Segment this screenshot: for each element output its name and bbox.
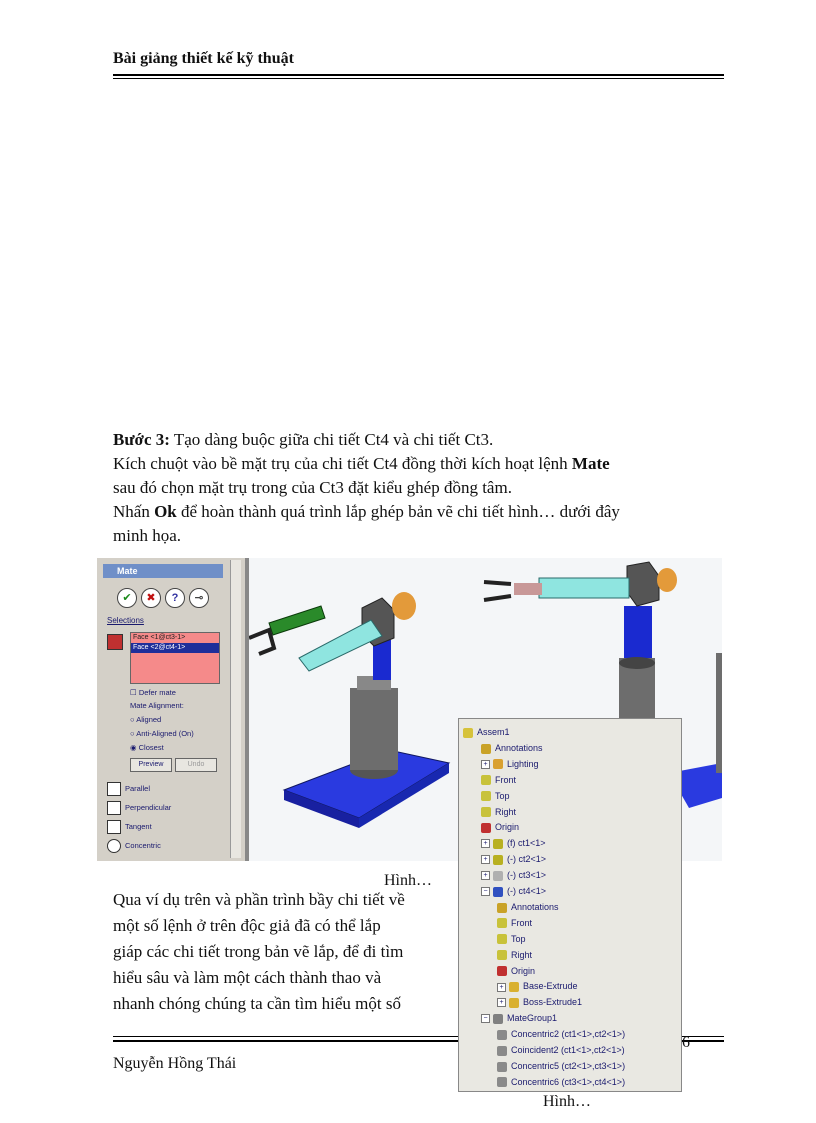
tree-node-icon	[481, 744, 491, 754]
tree-node-label: Concentric2 (ct1<1>,ct2<1>)	[511, 1029, 626, 1040]
tree-node[interactable]	[481, 773, 516, 787]
step-text: Tạo dàng buộc giữa chi tiết Ct4 và chi tiết Ct3.	[169, 430, 494, 449]
tree-node-icon	[493, 887, 503, 897]
tree-node-icon	[497, 903, 507, 913]
step-label: Bước 3:	[113, 430, 170, 449]
panel-scrollbar[interactable]	[230, 560, 241, 858]
step-line-1	[113, 428, 723, 452]
body-line: Qua ví dụ trên và phần trình bầy chi tiết về	[113, 890, 405, 909]
cancel-x-icon[interactable]: ✖	[141, 588, 161, 608]
tree-node-label: (-) ct4<1>	[507, 886, 547, 896]
tree-node-label: (-) ct3<1>	[507, 870, 547, 881]
body-line: hiểu sâu và làm một cách thành thao và	[113, 968, 382, 987]
selections-list[interactable]	[130, 632, 220, 684]
step-line-3: sau đó chọn mặt trụ trong của Ct3 đặt kiểu ghép đồng tâm.	[113, 478, 512, 497]
tree-node-icon	[497, 966, 507, 976]
ok-command: Ok	[154, 502, 177, 521]
tree-node[interactable]	[481, 1011, 557, 1025]
body-line: một số lệnh ở trên độc giả đã có thể lắp	[113, 916, 381, 935]
tree-node-label: Origin	[495, 822, 520, 833]
tangent-icon	[107, 820, 121, 834]
tree-node[interactable]	[481, 757, 539, 771]
tree-node-icon	[497, 934, 507, 944]
perpendicular-icon	[107, 801, 121, 815]
selections-label: Selections	[107, 616, 144, 625]
mate-type-concentric[interactable]	[107, 839, 161, 853]
selection-icon	[107, 634, 123, 650]
tree-node-icon	[497, 950, 507, 960]
step-line-2-text: Kích chuột vào bề mặt trụ của chi tiết Ct4 đồng thời kích hoạt lệnh	[113, 454, 572, 473]
mate-type-label: Concentric	[125, 840, 161, 850]
tree-node-label: Front	[511, 917, 533, 928]
tree-node-label: Concentric5 (ct2<1>,ct3<1>)	[511, 1060, 626, 1071]
tree-node-icon	[481, 791, 491, 801]
tree-node[interactable]	[497, 964, 535, 978]
tree-node[interactable]	[497, 948, 532, 962]
tree-node-label: Right	[511, 949, 533, 960]
header-rule-thin	[113, 78, 724, 79]
tree-node[interactable]	[481, 852, 546, 866]
tree-node-label: Concentric6 (ct3<1>,ct4<1>)	[511, 1076, 626, 1087]
expand-icon[interactable]: +	[497, 983, 506, 992]
tree-node-label: Top	[511, 933, 526, 944]
step-line-4	[113, 500, 723, 524]
tree-node-label: Annotations	[495, 742, 543, 753]
figure-caption: Hình…	[384, 872, 432, 889]
mate-type-perpendicular[interactable]	[107, 801, 171, 815]
tree-node-icon	[497, 1077, 507, 1087]
step-paragraph	[113, 428, 723, 548]
defer-mate-label: Defer mate	[138, 688, 176, 697]
tree-node-icon	[493, 839, 503, 849]
tree-node-icon	[509, 982, 519, 992]
footer-author: Nguyễn Hồng Thái	[113, 1055, 237, 1072]
tree-node[interactable]	[481, 805, 516, 819]
tree-node[interactable]	[497, 979, 578, 993]
tree-node-icon	[497, 1046, 507, 1056]
tree-node[interactable]	[481, 789, 510, 803]
tree-node-label: Right	[495, 806, 517, 817]
mate-type-label: Parallel	[125, 783, 151, 793]
tree-node-label: Lighting	[507, 758, 539, 769]
tree-node-label: (-) ct2<1>	[507, 854, 547, 865]
collapse-icon[interactable]: −	[481, 1014, 490, 1023]
mate-type-label: Tangent	[125, 821, 152, 831]
tree-node[interactable]	[497, 932, 526, 946]
tree-node[interactable]	[497, 916, 532, 930]
tree-node-icon	[463, 728, 473, 738]
pushpin-icon[interactable]: ⊸	[189, 588, 209, 608]
tree-node[interactable]	[497, 995, 582, 1009]
tree-node-icon	[497, 1062, 507, 1072]
mate-command: Mate	[571, 454, 610, 473]
step-line-5: minh họa.	[113, 526, 181, 545]
tree-node[interactable]	[497, 1075, 625, 1089]
align-option-label: Aligned	[136, 715, 162, 724]
expand-icon[interactable]: +	[481, 839, 490, 848]
tree-node[interactable]	[481, 836, 546, 850]
tree-node-icon	[493, 871, 503, 881]
feature-manager-tree[interactable]	[458, 718, 682, 1092]
tree-node[interactable]	[481, 741, 543, 755]
mate-type-parallel[interactable]	[107, 782, 150, 796]
body-paragraph	[113, 887, 443, 1017]
step-line-4-post: để hoàn thành quá trình lắp ghép bản vẽ chi tiết hình… dưới đây	[176, 502, 620, 521]
tree-node[interactable]	[497, 1059, 625, 1073]
selection-item[interactable]: Face <1@ct3-1>	[133, 634, 186, 641]
tree-node-icon	[481, 823, 491, 833]
expand-icon[interactable]: +	[497, 998, 506, 1007]
align-option-label: Anti-Aligned (On)	[136, 729, 194, 738]
align-option-aligned[interactable]: ○ Aligned	[130, 715, 162, 724]
collapse-icon[interactable]: −	[481, 887, 490, 896]
tree-node[interactable]	[497, 1027, 625, 1041]
help-icon[interactable]: ?	[165, 588, 185, 608]
tree-node[interactable]	[497, 900, 559, 914]
tree-node-icon	[493, 855, 503, 865]
align-option-closest[interactable]: ◉ Closest	[130, 743, 164, 752]
expand-icon[interactable]: +	[481, 760, 490, 769]
expand-icon[interactable]: +	[481, 855, 490, 864]
tree-node-icon	[509, 998, 519, 1008]
parallel-icon	[107, 782, 121, 796]
tree-node-icon	[497, 1030, 507, 1040]
tree-node-label: MateGroup1	[507, 1013, 558, 1024]
mate-type-label: Perpendicular	[125, 802, 172, 812]
tree-node-label: Base-Extrude	[523, 981, 578, 992]
preview-button[interactable]: Preview	[130, 758, 172, 772]
page-number: 6	[682, 1034, 690, 1051]
tree-node-label: Assem1	[477, 727, 510, 737]
body-line: nhanh chóng chúng ta cần tìm hiểu một số	[113, 994, 401, 1013]
tree-node-label: Front	[495, 774, 517, 785]
tree-node-icon	[497, 918, 507, 928]
mate-property-manager	[97, 558, 245, 861]
mate-type-tangent[interactable]	[107, 820, 152, 834]
defer-mate-checkbox[interactable]: ☐ Defer mate	[130, 688, 176, 697]
ok-check-icon[interactable]: ✔	[117, 588, 137, 608]
tree-node[interactable]	[497, 1043, 625, 1057]
tree-node[interactable]	[481, 820, 519, 834]
tree-node-label: Top	[495, 790, 510, 801]
header-rule	[113, 74, 724, 76]
tree-node-label: Boss-Extrude1	[523, 997, 583, 1008]
tree-node-label: Annotations	[511, 901, 559, 912]
align-option-label: Closest	[138, 743, 164, 752]
step-line-2	[113, 452, 723, 476]
expand-icon[interactable]: +	[481, 871, 490, 880]
tree-node-label: Origin	[511, 965, 536, 976]
step-line-4-pre: Nhấn	[113, 502, 155, 521]
tree-node-icon	[493, 759, 503, 769]
undo-button[interactable]: Undo	[175, 758, 217, 772]
tree-node[interactable]	[463, 725, 510, 739]
body-line: giáp các chi tiết trong bản vẽ lắp, để đi tìm	[113, 942, 404, 961]
tree-node-icon	[493, 1014, 503, 1024]
tree-node-label: (f) ct1<1>	[507, 838, 546, 849]
align-option-anti-aligned[interactable]: ○ Anti-Aligned (On)	[130, 729, 194, 738]
figure-caption-2: Hình…	[543, 1093, 591, 1110]
concentric-icon	[107, 839, 121, 853]
tree-node[interactable]	[481, 884, 546, 898]
tree-node-icon	[481, 807, 491, 817]
header-title: Bài giảng thiết kế kỹ thuật	[113, 50, 294, 67]
mate-panel-title: Mate	[103, 564, 223, 578]
selection-item[interactable]: Face <2@ct4-1>	[131, 643, 219, 653]
tree-node-icon	[481, 775, 491, 785]
tree-node[interactable]	[481, 868, 546, 882]
mate-alignment-label: Mate Alignment:	[130, 701, 184, 710]
tree-node-label: Coincident2 (ct1<1>,ct2<1>)	[511, 1045, 625, 1055]
